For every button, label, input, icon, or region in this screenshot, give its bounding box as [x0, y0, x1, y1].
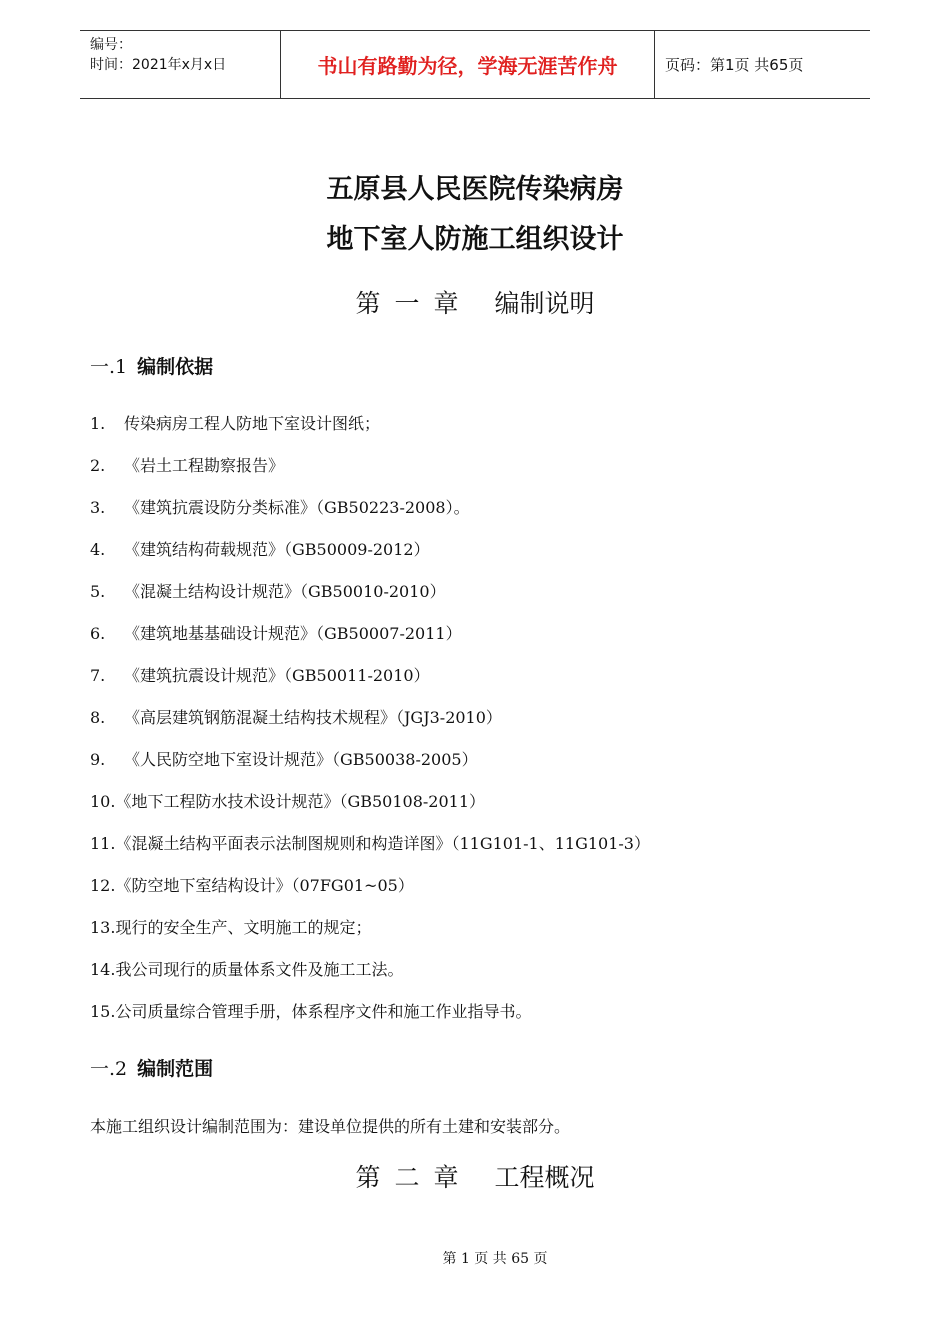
section-1-2-number: 一.2	[90, 1058, 128, 1080]
list-item: 4. 《建筑结构荷载规范》（GB50009-2012）	[90, 540, 430, 559]
document-title-line1: 五原县人民医院传染病房	[326, 174, 624, 205]
list-item: 5. 《混凝土结构设计规范》（GB50010-2010）	[90, 582, 446, 601]
section-1-1-label: 编制依据	[137, 356, 214, 378]
section-1-1-heading	[90, 352, 213, 379]
list-item: 12.《防空地下室结构设计》（07FG01~05）	[90, 876, 414, 895]
section-1-2-heading	[90, 1054, 213, 1081]
section-1-2-label: 编制范围	[137, 1058, 214, 1080]
list-item: 2. 《岩土工程勘察报告》	[90, 456, 285, 475]
document-title-line2: 地下室人防施工组织设计	[326, 224, 624, 255]
page-footer: 第 1 页 共 65 页	[442, 1251, 548, 1267]
chapter-2-heading	[0, 1158, 950, 1194]
header-page-info: 页码：第1页 共65页	[665, 56, 804, 74]
chapter-2-name: 工程概况	[494, 1163, 595, 1192]
page-header	[80, 30, 870, 99]
header-motto: 书山有路勤为径，学海无涯苦作舟	[281, 31, 655, 98]
list-item: 3. 《建筑抗震设防分类标准》（GB50223-2008）。	[90, 498, 470, 517]
chapter-1-heading	[0, 284, 950, 320]
list-item: 8. 《高层建筑钢筋混凝土结构技术规程》（JGJ3-2010）	[90, 708, 502, 727]
section-1-1-number: 一.1	[90, 356, 128, 378]
header-date: 时间：2021年x月x日	[90, 57, 227, 73]
list-item: 15.公司质量综合管理手册，体系程序文件和施工作业指导书。	[90, 1002, 532, 1021]
scope-paragraph: 本施工组织设计编制范围为：建设单位提供的所有土建和安装部分。	[90, 1117, 571, 1136]
list-item: 6. 《建筑地基基础设计规范》（GB50007-2011）	[90, 624, 462, 643]
list-item: 11.《混凝土结构平面表示法制图规则和构造详图》（11G101-1、11G101-3）	[90, 834, 650, 853]
list-item: 9. 《人民防空地下室设计规范》（GB50038-2005）	[90, 750, 478, 769]
chapter-1-number: 第一章	[355, 289, 473, 318]
list-item: 1. 传染病房工程人防地下室设计图纸；	[90, 414, 381, 433]
list-item: 7. 《建筑抗震设计规范》（GB50011-2010）	[90, 666, 430, 685]
list-item: 10.《地下工程防水技术设计规范》（GB50108-2011）	[90, 792, 486, 811]
chapter-1-name: 编制说明	[494, 289, 595, 318]
header-meta	[80, 31, 281, 98]
list-item: 13.现行的安全生产、文明施工的规定；	[90, 918, 372, 937]
list-item: 14.我公司现行的质量体系文件及施工工法。	[90, 960, 404, 979]
chapter-2-number: 第二章	[355, 1163, 473, 1192]
header-doc-number: 编号：	[90, 37, 132, 53]
